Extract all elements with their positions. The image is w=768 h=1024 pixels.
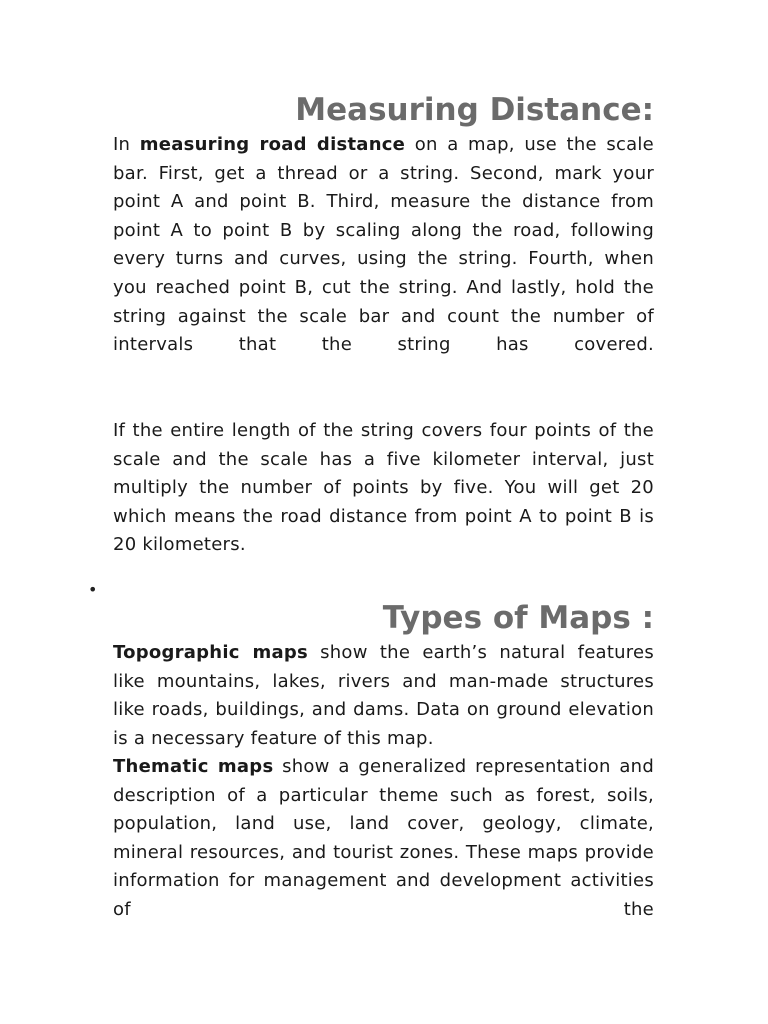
paragraph-topographic-maps (113, 639, 654, 753)
bullet-marker: • (88, 580, 98, 599)
paragraph-text: show a generalized representation and description of a particular theme such as forest, soils, population, land use, land cover, geology, climate, mineral resources, and tourist zones. These maps provide information for management and development activities of the (113, 756, 654, 920)
paragraph-example: If the entire length of the string covers four points of the scale and the scale has a five kilometer interval, just multiply the number of points by five. You will get 20 which means the road distance from point A to point B is 20 kilometers. (113, 420, 654, 556)
heading-measuring-distance: Measuring Distance: (295, 92, 654, 128)
term-topographic-maps: Topographic maps (113, 642, 308, 663)
paragraph-measuring-method (113, 131, 654, 360)
paragraph-thematic-maps (113, 753, 654, 925)
paragraph-text: show the earth’s natural features like mountains, lakes, rivers and man-made structures like roads, buildings, and dams. Data on ground elevation is a necessary feature of this map. (113, 642, 654, 749)
heading-types-of-maps: Types of Maps : (382, 600, 654, 636)
term-measuring-road-distance: measuring road distance (139, 134, 406, 155)
term-thematic-maps: Thematic maps (113, 756, 274, 777)
paragraph-lead: In (113, 134, 140, 155)
paragraph-text: on a map, use the scale bar. First, get a thread or a string. Second, mark your point A and point B. Third, measure the distance from point A to point B by scaling along the road, following every turns and curves, using the string. Fourth, when you reached point B, cut the string. And lastly, hold the string against the scale bar and count the number of intervals that the string has covered. (113, 134, 655, 356)
